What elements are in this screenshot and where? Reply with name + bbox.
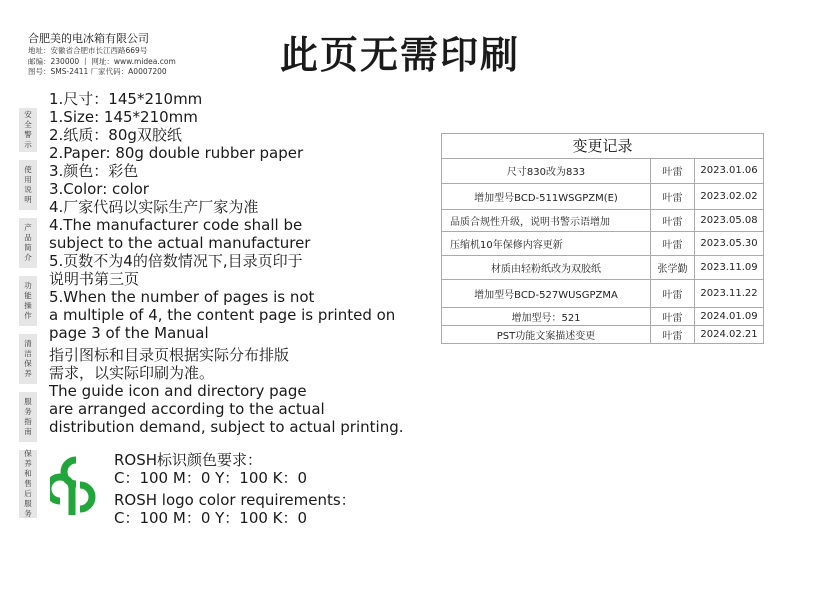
- side-tabs: [19, 108, 37, 526]
- note-paper-cn: 2.纸质：80g双胶纸: [49, 126, 182, 144]
- change-log-rows: [442, 159, 763, 343]
- rosh-logo-icon: [50, 455, 102, 521]
- side-tab: [19, 276, 37, 326]
- change-date: 2023.11.22: [695, 279, 764, 307]
- change-log-table: [441, 133, 764, 344]
- printing-notes: [49, 90, 404, 436]
- change-date: 2023.02.02: [695, 183, 764, 209]
- change-author: 叶雷: [651, 209, 695, 231]
- note-guide-en-1: The guide icon and directory page: [49, 382, 307, 400]
- side-tab-label: 功能操作: [24, 281, 32, 320]
- change-log-row: [442, 307, 763, 325]
- change-description: 压缩机10年保修内容更新: [442, 231, 651, 255]
- note-guide-en-3: distribution demand, subject to actual printing.: [49, 418, 404, 436]
- change-log-row: [442, 255, 763, 279]
- note-mfr-en-2: subject to the actual manufacturer: [49, 234, 311, 252]
- change-date: 2023.01.06: [695, 159, 764, 183]
- side-tab: [19, 108, 37, 152]
- change-author: 叶雷: [651, 159, 695, 183]
- change-author: 叶雷: [651, 231, 695, 255]
- change-log-row: [442, 159, 763, 183]
- side-tab-label: 服务指南: [24, 397, 32, 436]
- change-description: 品质合规性升级，说明书警示语增加: [442, 209, 651, 231]
- change-author: 叶雷: [651, 325, 695, 343]
- note-size-en: 1.Size: 145*210mm: [49, 108, 198, 126]
- rosh-cn-values: C：100 M：0 Y：100 K：0: [114, 469, 308, 487]
- note-pages-en-2: a multiple of 4, the content page is printed on: [49, 306, 396, 324]
- change-log-row: [442, 183, 763, 209]
- note-size-cn: 1.尺寸：145*210mm: [49, 90, 203, 108]
- note-color-cn: 3.颜色：彩色: [49, 162, 139, 180]
- side-tab: [19, 334, 37, 384]
- change-log-title: 变更记录: [442, 134, 763, 159]
- change-author: 叶雷: [651, 307, 695, 325]
- side-tab: [19, 450, 37, 518]
- note-pages-cn-1: 5.页数不为4的倍数情况下,目录页印于: [49, 252, 303, 270]
- change-log-row: [442, 231, 763, 255]
- side-tab: [19, 392, 37, 442]
- side-tab-label: 清洁保养: [24, 339, 32, 378]
- company-address: 地址：安徽省合肥市长江西路669号: [28, 46, 148, 55]
- change-date: 2023.05.08: [695, 209, 764, 231]
- side-tab-label: 使用说明: [24, 165, 32, 204]
- rosh-en-values: C：100 M：0 Y：100 K：0: [114, 509, 308, 527]
- note-mfr-en-1: 4.The manufacturer code shall be: [49, 216, 303, 234]
- note-paper-en: 2.Paper: 80g double rubber paper: [49, 144, 304, 162]
- company-drawing-code: 图号：SMS-2411 厂家代码：A0007200: [28, 67, 167, 76]
- change-author: 叶雷: [651, 279, 695, 307]
- change-date: 2023.11.09: [695, 255, 764, 279]
- change-description: 尺寸830改为833: [506, 167, 586, 179]
- page-title: 此页无需印刷: [280, 33, 521, 77]
- rosh-color-requirements: [114, 451, 356, 527]
- side-tab: [19, 160, 37, 210]
- note-pages-en-3: page 3 of the Manual: [49, 324, 209, 342]
- rosh-en-label: ROSH logo color requirements：: [114, 491, 356, 509]
- change-description: 材质由轻粉纸改为双胶纸: [442, 255, 651, 279]
- rosh-cn-label: ROSH标识颜色要求：: [114, 451, 263, 469]
- company-postal-website: 邮编：230000 丨 网址：www.midea.com: [28, 56, 176, 66]
- note-pages-en-1: 5.When the number of pages is not: [49, 288, 315, 306]
- change-date: 2023.05.30: [695, 231, 764, 255]
- note-mfr-cn: 4.厂家代码以实际生产厂家为准: [49, 198, 259, 216]
- change-log-row: [442, 279, 763, 307]
- side-tab-label: 产品简介: [24, 223, 32, 262]
- note-color-en: 3.Color: color: [49, 180, 149, 198]
- change-description: PST功能文案描述变更: [442, 325, 651, 343]
- change-description: 增加型号：521: [442, 307, 651, 325]
- change-date: 2024.02.21: [695, 325, 764, 343]
- note-guide-cn-2: 需求，以实际印刷为准。: [49, 364, 215, 382]
- side-tab-label: 保养和售后服务: [24, 449, 32, 518]
- change-author: 叶雷: [651, 183, 695, 209]
- change-author: 张学勤: [651, 255, 695, 279]
- company-info: [28, 32, 176, 78]
- note-guide-cn-1: 指引图标和目录页根据实际分布排版: [49, 346, 290, 364]
- company-name: 合肥美的电冰箱有限公司: [28, 32, 149, 45]
- change-date: 2024.01.09: [695, 307, 764, 325]
- change-log-row: [442, 209, 763, 231]
- side-tab: [19, 218, 37, 268]
- change-description: 增加型号BCD-511WSGPZM(E): [442, 183, 651, 209]
- change-description: 增加型号BCD-527WUSGPZMA: [442, 279, 651, 307]
- note-pages-cn-2: 说明书第三页: [49, 270, 140, 288]
- note-guide-en-2: are arranged according to the actual: [49, 400, 325, 418]
- change-log-row: [442, 325, 763, 343]
- side-tab-label: 安全警示: [24, 110, 32, 149]
